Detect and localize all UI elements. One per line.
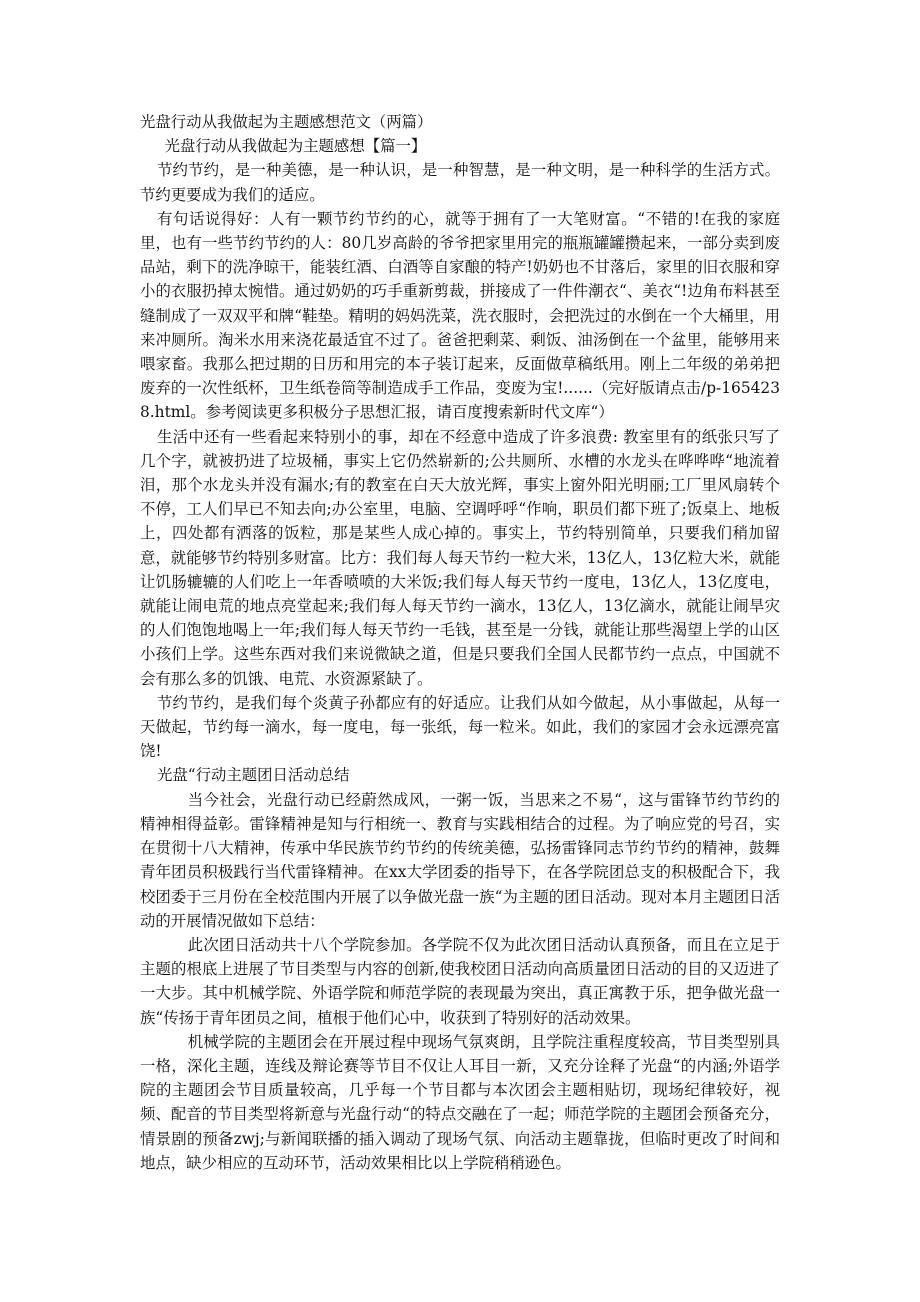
document-page: [140, 110, 780, 1175]
paragraph-7: 机械学院的主题团会在开展过程中现场气氛爽朗，且学院注重程度较高，节目类型别具一格，深化主题，连线及辩论赛等节目不仅让人耳目一新，又充分诠释了光盘“的内涵;外语学院的主题团会节目质量较高，几乎每一个节目都与本次团会主题相贴切，现场纪律较好，视频、配音的节目类型将新意与光盘行动“的特点交融在了一起；师范学院的主题团会预备充分，情景剧的预备zwj;与新闻联播的插入调动了现场气氛、向活动主题靠拢，但临时更改了时间和地点，缺少相应的互动环节，活动效果相比以上学院稍稍逊色。: [140, 1032, 780, 1172]
section1-heading: 光盘行动从我做起为主题感想【篇一】: [164, 137, 427, 156]
paragraph-2: 有句话说得好：人有一颗节约节约的心，就等于拥有了一大笔财富。“不错的!在我的家庭里，也有一些节约节约的人：80几岁高龄的爷爷把家里用完的瓶瓶罐罐攒起来，一部分卖到废品站，剩下的洗净晾干，能装红酒、白酒等自家酿的特产!奶奶也不甘落后，家里的旧衣服和穿小的衣服扔掉太惋惜。通过奶奶的巧手重新剪裁，拼接成了一件件潮衣“、美衣“!边角布料甚至缝制成了一双双平和牌“鞋垫。精明的妈妈洗菜，洗衣服时，会把洗过的水倒在一个大桶里，用来冲厕所。淘米水用来浇花最适宜不过了。爸爸把剩菜、剩饭、油汤倒在一个盆里，能够用来喂家畜。我那么把过期的日历和用完的本子装订起来，反面做草稿纸用。刚上二年级的弟弟把废弃的一次性纸杯，卫生纸卷筒等制造成手工作品，变废为宝!......（完好版请点击/p-1654238.html。参考阅读更多积极分子思想汇报，请百度搜索新时代文库“）: [140, 209, 780, 422]
paragraph-3: 生活中还有一些看起来特别小的事，却在不经意中造成了许多浪费: 教室里有的纸张只写了几个字，就被扔进了垃圾桶，事实上它仍然崭新的;公共厕所、水槽的水龙头在哗哗哗“地流着泪，那个水龙头并没有漏水;有的教室在白天大放光辉，事实上窗外阳光明丽;工厂里风扇转个不停，工人们早已不知去向;办公室里，电脑、空调呼呼“作响，职员们都下班了;饭桌上、地板上，四处都有洒落的饭粒，那是某些人成心掉的。事实上，节约特别简单，只要我们稍加留意，就能够节约特别多财富。比方：我们每人每天节约一粒大米，13亿人，13亿粒大米，就能让饥肠辘辘的人们吃上一年香喷喷的大米饭;我们每人每天节约一度电，13亿人，13亿度电，就能让闹电荒的地点亮堂起来;我们每人每天节约一滴水，13亿人，13亿滴水，就能让闹旱灾的人们饱饱地喝上一年;我们每人每天节约一毛钱，甚至是一分钱，就能让那些渴望上学的山区小孩们上学。这些东西对我们来说微缺之道，但是只要我们全国人民都节约一点点，中国就不会有那么多的饥饿、电荒、水资源紧缺了。: [140, 427, 780, 688]
paragraph-6: 此次团日活动共十八个学院参加。各学院不仅为此次团日活动认真预备，而且在立足于主题的根底上进展了节目类型与内容的创新,使我校团日活动向高质量团日活动的目的又迈进了一大步。其中机械学院、外语学院和师范学院的表现最为突出，真正寓教于乐，把争做光盘一族“传扬于青年团员之间，植根于他们心中，收获到了特别好的活动效果。: [140, 935, 780, 1027]
section2-heading: 光盘“行动主题团日活动总结: [156, 766, 350, 785]
document-title: 光盘行动从我做起为主题感想范文（两篇）: [140, 113, 433, 131]
paragraph-4: 节约节约，是我们每个炎黄子孙都应有的好适应。让我们从如今做起，从小事做起，从每一天做起，节约每一滴水，每一度电，每一张纸，每一粒米。如此，我们的家园才会永远漂亮富饶!: [140, 693, 780, 761]
paragraph-1: 节约节约，是一种美德，是一种认识，是一种智慧，是一种文明，是一种科学的生活方式。节约更要成为我们的适应。: [140, 161, 780, 204]
paragraph-5: 当今社会，光盘行动已经蔚然成风，一粥一饭，当思来之不易“，这与雷锋节约节约的精神相得益彰。雷锋精神是知与行相统一、教育与实践相结合的过程。为了响应党的号召，实在贯彻十八大精神，传承中华民族节约节约的传统美德，弘扬雷锋同志节约节约的精神，鼓舞青年团员积极践行当代雷锋精神。在xx大学团委的指导下，在各学院团总支的积极配合下，我校团委于三月份在全校范围内开展了以争做光盘一族“为主题的团日活动。现对本月主题团日活动的开展情况做如下总结：: [140, 790, 780, 930]
